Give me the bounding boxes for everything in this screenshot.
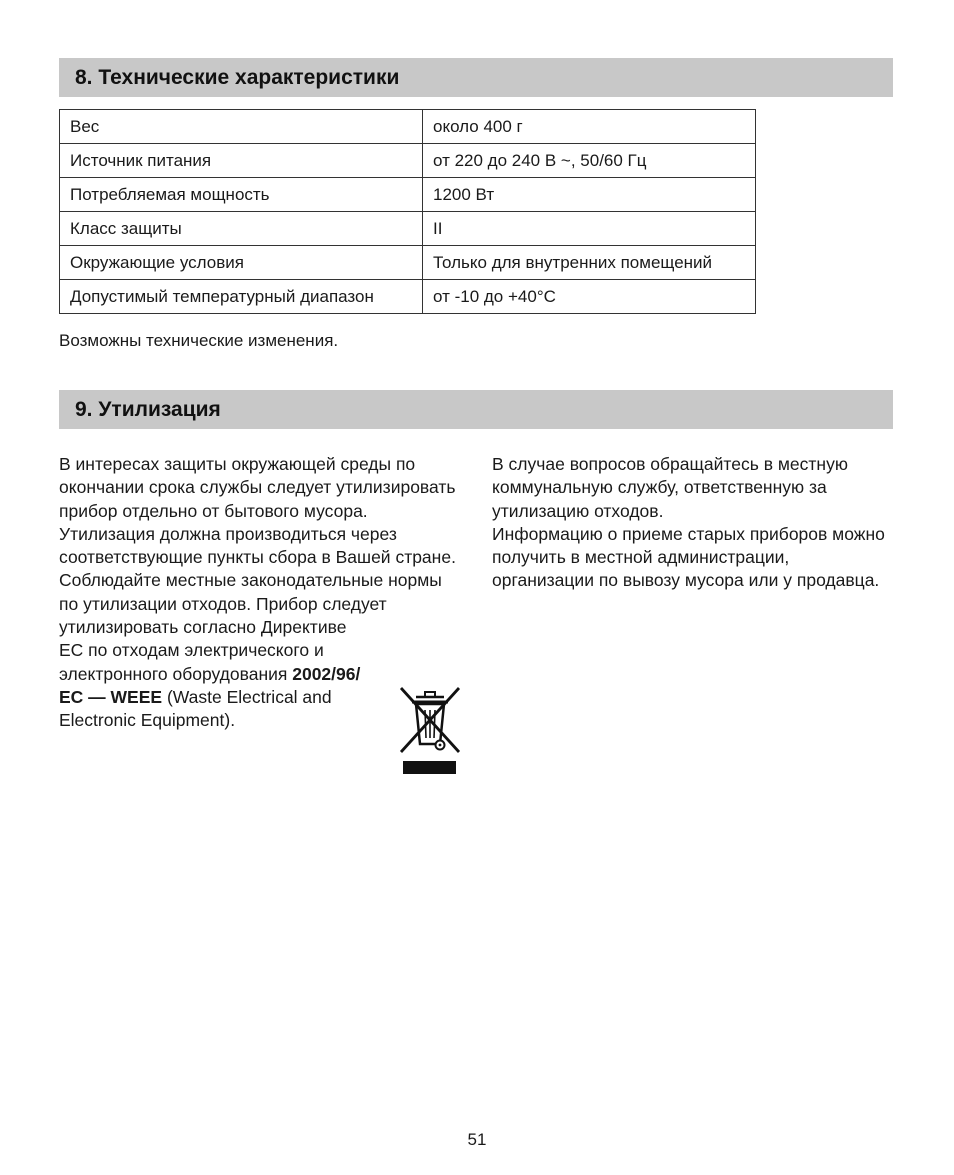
directive-number: 2002/96/ — [292, 663, 361, 684]
table-row — [60, 178, 756, 212]
technical-changes-note: Возможны технические изменения. — [59, 331, 339, 350]
spec-value: около 400 г — [423, 110, 756, 144]
spec-value: II — [423, 212, 756, 246]
table-row — [60, 110, 756, 144]
spec-value: от -10 до +40°C — [423, 280, 756, 314]
section-9-heading — [59, 390, 893, 429]
directive-name: EC — WEEE — [59, 686, 163, 707]
spec-label: Потребляемая мощность — [60, 178, 423, 212]
disposal-text: Соблюдайте местные законодательные нормы по утилизации отходов. Прибор следует утилизировать согласно Директиве — [59, 570, 442, 638]
spec-label: Источник питания — [60, 144, 423, 178]
spec-label: Допустимый температурный диапазон — [60, 280, 423, 314]
page-number: 51 — [467, 1130, 487, 1149]
spec-value: Только для внутренних помещений — [423, 246, 756, 280]
spec-label: Класс защиты — [60, 212, 423, 246]
table-row — [60, 246, 756, 280]
disposal-text: ЕС по отходам электрического и — [59, 640, 324, 661]
table-row — [60, 212, 756, 246]
spec-value: от 220 до 240 В ~, 50/60 Гц — [423, 144, 756, 178]
section-9-title: 9. Утилизация — [75, 397, 221, 421]
table-row — [60, 144, 756, 178]
specs-table — [59, 109, 756, 314]
crossed-out-wheelie-bin-icon — [396, 684, 464, 776]
table-row — [60, 280, 756, 314]
section-8-heading — [59, 58, 893, 97]
spec-label: Вес — [60, 110, 423, 144]
disposal-paragraph: Утилизация должна производиться через соответствующие пункты сбора в Вашей стране. — [59, 523, 456, 568]
spec-value: 1200 Вт — [423, 178, 756, 212]
section-8-title: 8. Технические характеристики — [75, 65, 400, 89]
disposal-paragraph: Информацию о приеме старых приборов можно получить в местной администрации, организации по вывозу мусора или у продавца. — [492, 523, 885, 591]
disposal-paragraph: В случае вопросов обращайтесь в местную коммунальную службу, ответственную за утилизацию отходов. — [492, 454, 848, 521]
disposal-text: Electronic Equipment). — [59, 710, 236, 731]
disposal-paragraph: В интересах защиты окружающей среды по окончании срока службы следует утилизировать прибор отдельно от бытового мусора. — [59, 454, 456, 521]
disposal-right-column — [492, 453, 892, 593]
disposal-text: (Waste Electrical and — [162, 686, 332, 707]
spec-label: Окружающие условия — [60, 246, 423, 280]
disposal-text: электронного оборудования — [59, 663, 293, 684]
